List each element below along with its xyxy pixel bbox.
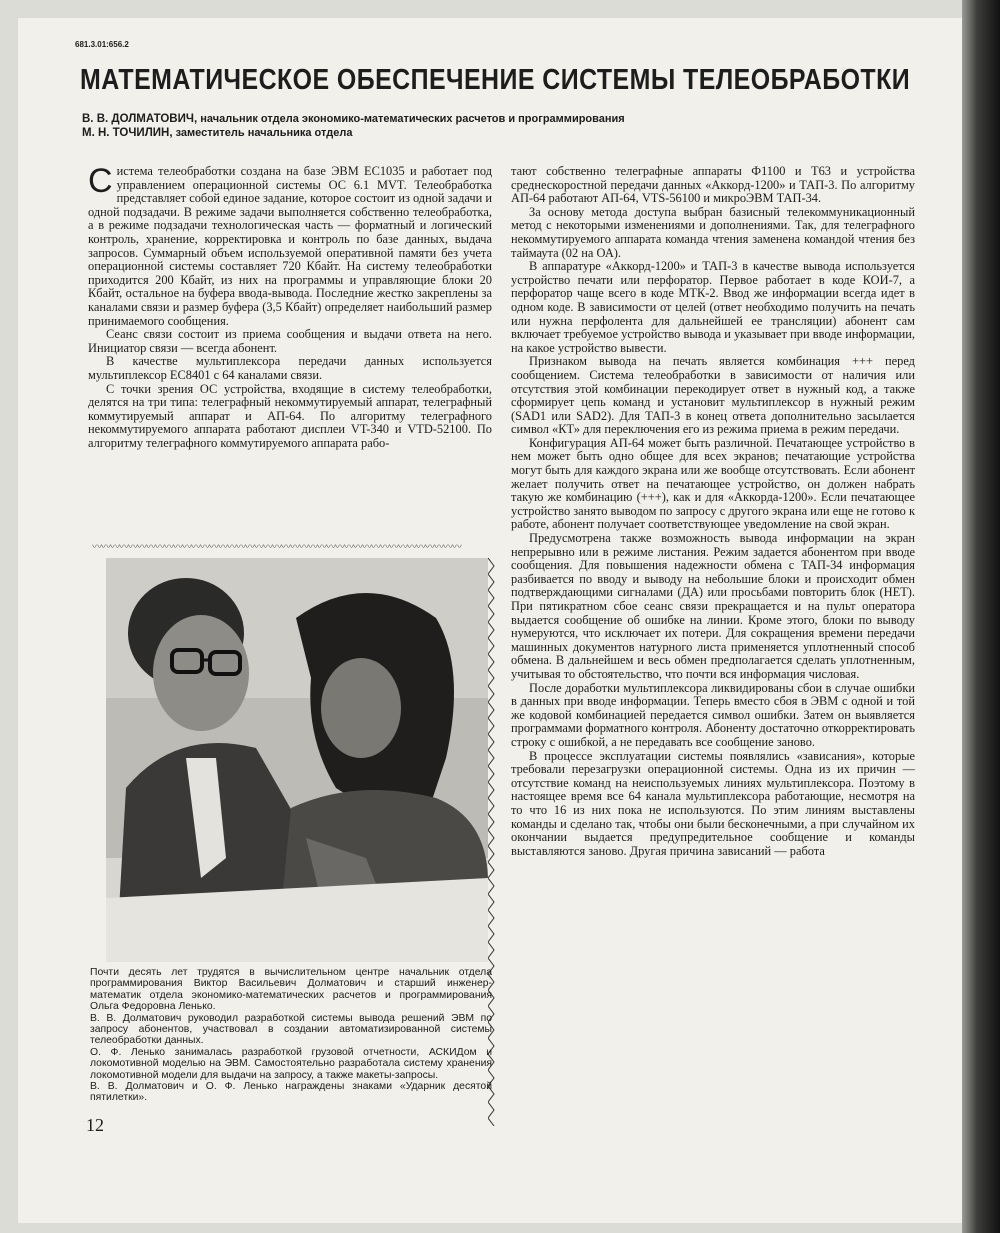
binding-shadow (962, 0, 1000, 1233)
author-name: В. В. ДОЛМАТОВИЧ, (82, 113, 198, 125)
portrait-photo (106, 558, 488, 962)
paragraph: тают собственно телеграфные аппараты Ф1100 и Т63 и устройства среднескоростной передачи данных «Аккорд-1200» и ТАП-3. По алгоритму АП-64 работают АП-64, VTS-56100 и микроЭВМ ТАП-34. (511, 164, 915, 206)
caption-paragraph: В. В. Долматович и О. Ф. Ленько награждены знаками «Ударник десятой пятилетки». (90, 1081, 492, 1104)
author-role: заместитель начальника отдела (175, 127, 353, 139)
page-number: 12 (86, 1115, 104, 1135)
photo-illustration (106, 558, 488, 962)
caption-paragraph: О. Ф. Ленько занималась разработкой грузовой отчетности, АСКИДом и локомотивной моделью на ЭВМ. Самостоятельно разработала систему хранения локомотивной модели для выдачи на запросу, а также макеты-запросы. (90, 1046, 492, 1081)
paragraph: После доработки мультиплексора ликвидированы сбои в случае ошибки в данных при вводе информации. Теперь вместо сбоя в ЭВМ с одной и той же кодовой комбинацией передается символ ошибки. Затем он выявляется программами форматного контроля. Абоненту достаточно откорректировать строку с ошибкой, а не передавать все сообщение заново. (511, 680, 915, 749)
paragraph: В процессе эксплуатации системы появлялись «зависания», которые требовали перезагрузки операционной системы. Одна из их причин — отсутствие команд на неиспользуемых линиях мультиплексора. Поэтому в настоящее время все 64 канала мультиплексора работающие, несмотря на то что 16 из них пока не используются. По этим линиям выставлены команды и сделано так, чтобы они были бесконечными, а при случайном их окончании выдается предупредительное сообщение и команды выставляются заново. Другая причина зависаний — работа (511, 748, 915, 858)
paragraph: В качестве мультиплексора передачи данных используется мультиплексор ЕС8401 с 64 каналами связи. (88, 354, 492, 382)
paragraph: Конфигурация АП-64 может быть различной. Печатающее устройство в нем может быть одно общее для всех экранов; печатающие устройства могут быть для каждого экрана или же вообще отсутствовать. Если абонент желает получить ответ на печатающее устройство, он должен набрать такую же комбинацию (+++), как и для «Аккорда-1200». Если печатающее устройство занято выводом по запросу с другого экрана или еще не готово к работе, абонент получает соответствующее уведомление на свой экран. (511, 435, 915, 532)
caption-paragraph: Почти десять лет трудятся в вычислительном центре начальник отдела программирования Виктор Васильевич Долматович и старший инженер-математик отдела экономико-математических расчетов и программирования Ольга Федоровна Ленько. (90, 967, 492, 1013)
left-column (88, 162, 492, 450)
paragraph: Сеанс связи состоит из приема сообщения и выдачи ответа на него. Инициатор связи — всегда абонент. (88, 327, 492, 355)
caption-paragraph: В. В. Долматович руководил разработкой системы вывода решений ЭВМ по запросу абонентов, участвовал в создании автоматизированной системы телеобработки данных. (90, 1012, 492, 1047)
paragraph: Система телеобработки создана на базе ЭВМ ЕС1035 и работает под управлением операционной системы ОС 6.1 MVT. Телеобработка представляет собой единое задание, которое состоит из одной задачи и одной подзадачи. В режиме задачи выполняется собственно телеобработка, а в режиме подзадачи технологическая часть — форматный и логический контроль, хранение, корректировка и контроль по базе данных, выдача запросов. Суммарный объем используемой оперативной памяти без учета операционной системы составляет 720 Кбайт. На систему телеобработки приходится 200 Кбайт, из них на программы и управляющие блоки 20 Кбайт, остальное на буфера ввода-вывода. Последние жестко закреплены за каналами связи и размер буфера (3,5 Кбайт) определяет наибольший размер принимаемого сообщения. (88, 162, 492, 328)
author-line (82, 112, 842, 126)
drop-cap: С (88, 162, 113, 200)
paragraph: С точки зрения ОС устройства, входящие в систему телеобработки, делятся на три типа: телеграфный некоммутируемый аппарат, телеграфный коммутируемый аппарат и АП-64. По алгоритму телеграфного некоммутируемого аппарата работают дисплеи VT-340 и VTD-52100. По алгоритму телеграфного коммутируемого аппарата рабо- (88, 381, 492, 450)
paragraph: Признаком вывода на печать является комбинация +++ перед сообщением. Система телеобработки в зависимости от наличия или отсутствия этой комбинации перекодирует ответ в нужный код, а также сформирует цепь команд и установит мультиплексор в нужный режим (SAD1 или SAD2). Для ТАП-3 в конец ответа дополнительно засылается символ «КТ» для переключения его из режима приема в режим передачи. (511, 354, 915, 437)
article-title: МАТЕМАТИЧЕСКОЕ ОБЕСПЕЧЕНИЕ СИСТЕМЫ ТЕЛЕОБРАБОТКИ (80, 64, 911, 96)
udc-code: 681.3.01:656.2 (75, 40, 129, 49)
right-column (511, 165, 915, 858)
paragraph: Предусмотрена также возможность вывода информации на экран непрерывно или в режиме листания. Режим задается абонентом при вводе сообщения. Для повышения надежности обмена с ТАП-34 информация разбивается по вводу и выводу на небольшие блоки и происходит обмен подтверждающими сигналами (ДА) или просьбами повторить блок (НЕТ). При пятикратном сбое сеанс связи прекращается и на пульт оператора выдается сообщение об ошибке на линии. Кроме этого, блоки по выводу нумеруются, что исключает их потери. Для сокращения времени передачи машинных документов натурного листа применяется уплотненный способ обмена. В дальнейшем и весь обмен предполагается сделать уплотненным, учитывая то обстоятельство, что почти вся информация числовая. (511, 531, 915, 681)
paragraph: В аппаратуре «Аккорд-1200» и ТАП-3 в качестве вывода используется устройство печати или перфоратор. Первое работает в коде КОИ-7, а перфоратор чаще всего в коде МТК-2. Ввод же информации всегда идет в одном коде. В зависимости от целей (ответ необходимо получить на печать или нужна перфолента для дальнейшей ее трансляции) абонент сам включает требуемое устройство вывода и указывает при вводе информации, на какое устройство вывести. (511, 259, 915, 355)
decorative-wave-rule: 〰〰〰〰〰〰〰〰〰〰〰〰〰〰〰〰〰〰〰〰〰〰〰〰〰〰〰〰〰〰〰〰〰〰〰〰〰〰〰〰〰 (92, 543, 461, 553)
authors-block (82, 112, 842, 140)
author-line (82, 126, 842, 140)
author-role: начальник отдела экономико-математических расчетов и программирования (200, 113, 625, 125)
author-name: М. Н. ТОЧИЛИН, (82, 127, 173, 139)
photo-caption (90, 967, 492, 1104)
paragraph: За основу метода доступа выбран базисный телекоммуникационный метод с некоторыми изменениями и дополнениями. Так, для телеграфного некоммутируемого аппарата команда чтения заменена командой чтения без таймаута (02 на ОА). (511, 204, 915, 260)
